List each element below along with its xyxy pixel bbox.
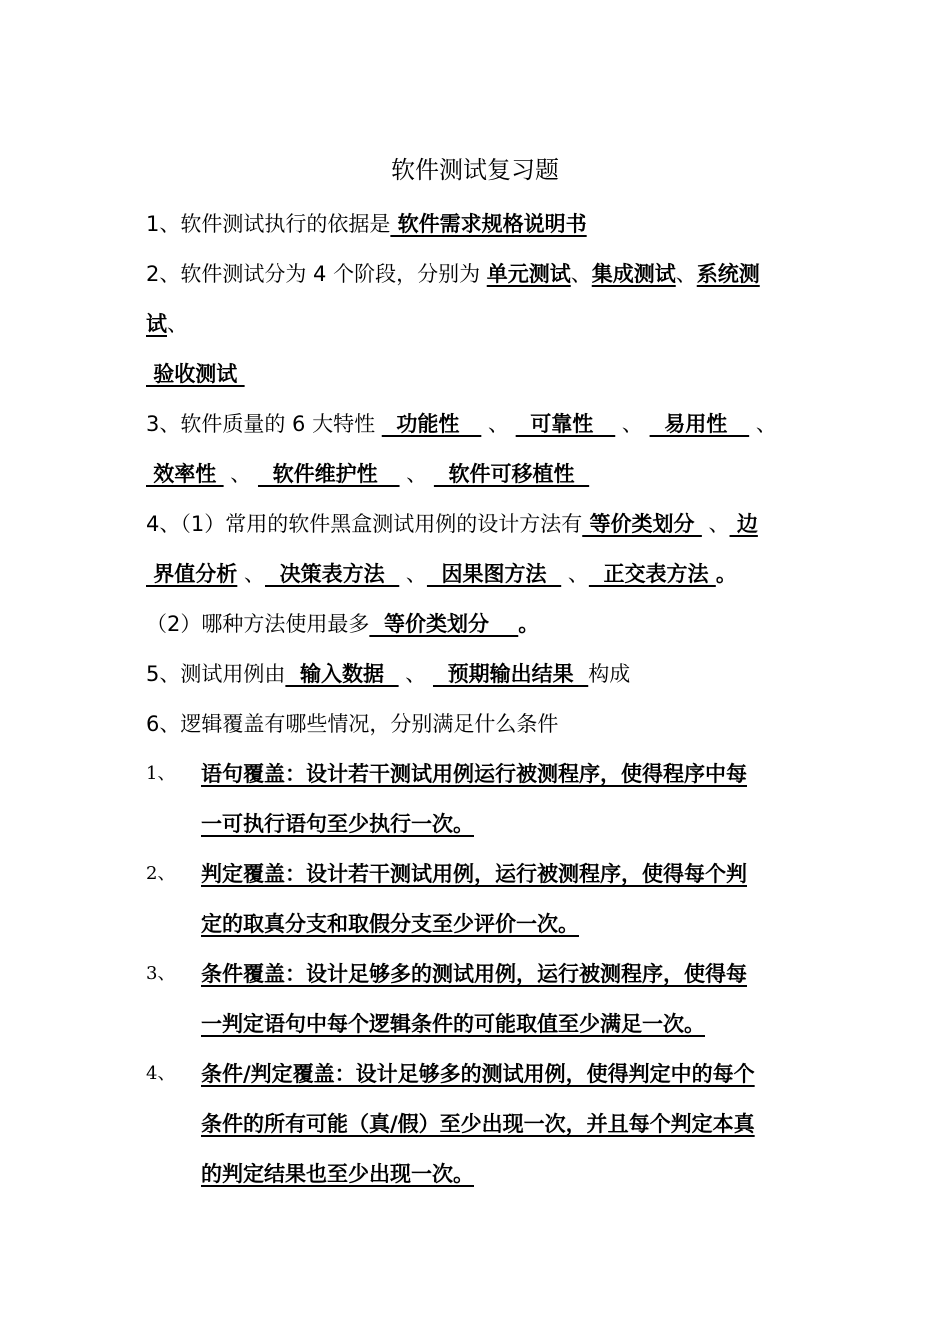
q5-end: 构成 xyxy=(588,662,631,686)
q4-sub-end: 。 xyxy=(518,612,540,636)
q3-answer-3: 易用性 xyxy=(649,412,750,436)
q3-text: 3、软件质量的 6 大特性 xyxy=(146,412,382,436)
q6-item-1-line-2: 一可执行语句至少执行一次。 xyxy=(201,812,474,836)
q4-end: 。 xyxy=(715,562,737,586)
q5-sep: 、 xyxy=(398,662,433,686)
q4-sep-2: 、 xyxy=(237,562,265,586)
q2-sep-1: 、 xyxy=(570,262,592,286)
q5-answer-1: 输入数据 xyxy=(285,662,399,686)
question-6 xyxy=(146,709,558,739)
q5-text: 5、测试用例由 xyxy=(146,662,286,686)
q2-answer-2: 集成测试 xyxy=(591,262,676,286)
q2-text: 2、软件测试分为 4 个阶段，分别为 xyxy=(146,262,487,286)
question-4-sub xyxy=(146,609,539,639)
q3-answer-6: 软件可移植性 xyxy=(433,462,590,486)
question-5 xyxy=(146,659,630,689)
q6-item-4-number: 4、 xyxy=(146,1063,176,1084)
q2-answer-1: 单元测试 xyxy=(486,262,571,286)
question-2-cont xyxy=(146,309,188,339)
q3-sep-2: 、 xyxy=(615,412,650,436)
q1-answer: 软件需求规格说明书 xyxy=(390,212,587,236)
q4-answer-3: 决策表方法 xyxy=(265,562,400,586)
q4-answer-1: 等价类划分 xyxy=(582,512,702,536)
q6-item-3-number: 3、 xyxy=(146,963,176,984)
q6-item-3-line-2: 一判定语句中每个逻辑条件的可能取值至少满足一次。 xyxy=(201,1012,705,1036)
q4-sub-answer: 等价类划分 xyxy=(369,612,519,636)
q4-sub-text: （2）哪种方法使用最多 xyxy=(146,612,370,636)
q4-answer-2-cont: 界值分析 xyxy=(146,562,238,586)
q3-answer-1: 功能性 xyxy=(381,412,482,436)
q3-answer-4: 效率性 xyxy=(146,462,224,486)
q3-answer-2: 可靠性 xyxy=(515,412,616,436)
question-4-cont xyxy=(146,559,737,589)
q6-item-2-line-1: 判定覆盖：设计若干测试用例，运行被测程序，使得每个判 xyxy=(201,862,747,886)
q4-answer-5: 正交表方法 xyxy=(588,562,716,586)
q6-item-2-line-2: 定的取真分支和取假分支至少评价一次。 xyxy=(201,912,579,936)
question-1 xyxy=(146,209,587,239)
q5-answer-2: 预期输出结果 xyxy=(432,662,589,686)
q3-sep-4: 、 xyxy=(223,462,258,486)
q4-answer-4: 因果图方法 xyxy=(426,562,562,586)
q6-item-4-line-3: 的判定结果也至少出现一次。 xyxy=(201,1162,474,1186)
q2-sep-3: 、 xyxy=(167,312,188,336)
page-title: 软件测试复习题 xyxy=(391,156,559,184)
q4-answer-2: 边 xyxy=(729,512,758,536)
question-3 xyxy=(146,409,777,439)
q2-answer-4: 验收测试 xyxy=(146,362,245,386)
q6-item-4-line-1: 条件/判定覆盖：设计足够多的测试用例，使得判定中的每个 xyxy=(201,1062,755,1086)
q6-item-3-line-1: 条件覆盖：设计足够多的测试用例，运行被测程序，使得每 xyxy=(201,962,747,986)
q2-answer-3-cont: 试 xyxy=(146,312,167,336)
question-3-cont xyxy=(146,459,589,489)
q2-sep-2: 、 xyxy=(675,262,697,286)
q6-item-1-line-1: 语句覆盖：设计若干测试用例运行被测程序，使得程序中每 xyxy=(201,762,747,786)
q3-sep-1: 、 xyxy=(481,412,516,436)
q6-item-2-number: 2、 xyxy=(146,863,176,884)
q4-sep-4: 、 xyxy=(561,562,589,586)
q4-sep-1: 、 xyxy=(701,512,730,536)
q4-sep-3: 、 xyxy=(399,562,427,586)
q6-item-4-line-2: 条件的所有可能（真/假）至少出现一次，并且每个判定本真 xyxy=(201,1112,755,1136)
q3-sep-3: 、 xyxy=(749,412,777,436)
q3-sep-5: 、 xyxy=(399,462,434,486)
q6-text: 6、逻辑覆盖有哪些情况，分别满足什么条件 xyxy=(146,712,559,736)
question-2 xyxy=(146,259,760,289)
q3-answer-5: 软件维护性 xyxy=(257,462,400,486)
question-2-cont2 xyxy=(146,359,245,389)
q6-item-1-number: 1、 xyxy=(146,763,176,784)
q1-text: 1、软件测试执行的依据是 xyxy=(146,212,391,236)
q2-answer-3: 系统测 xyxy=(696,262,760,286)
question-4 xyxy=(146,509,758,539)
q4-text: 4、（1）常用的软件黑盒测试用例的设计方法有 xyxy=(146,512,583,536)
